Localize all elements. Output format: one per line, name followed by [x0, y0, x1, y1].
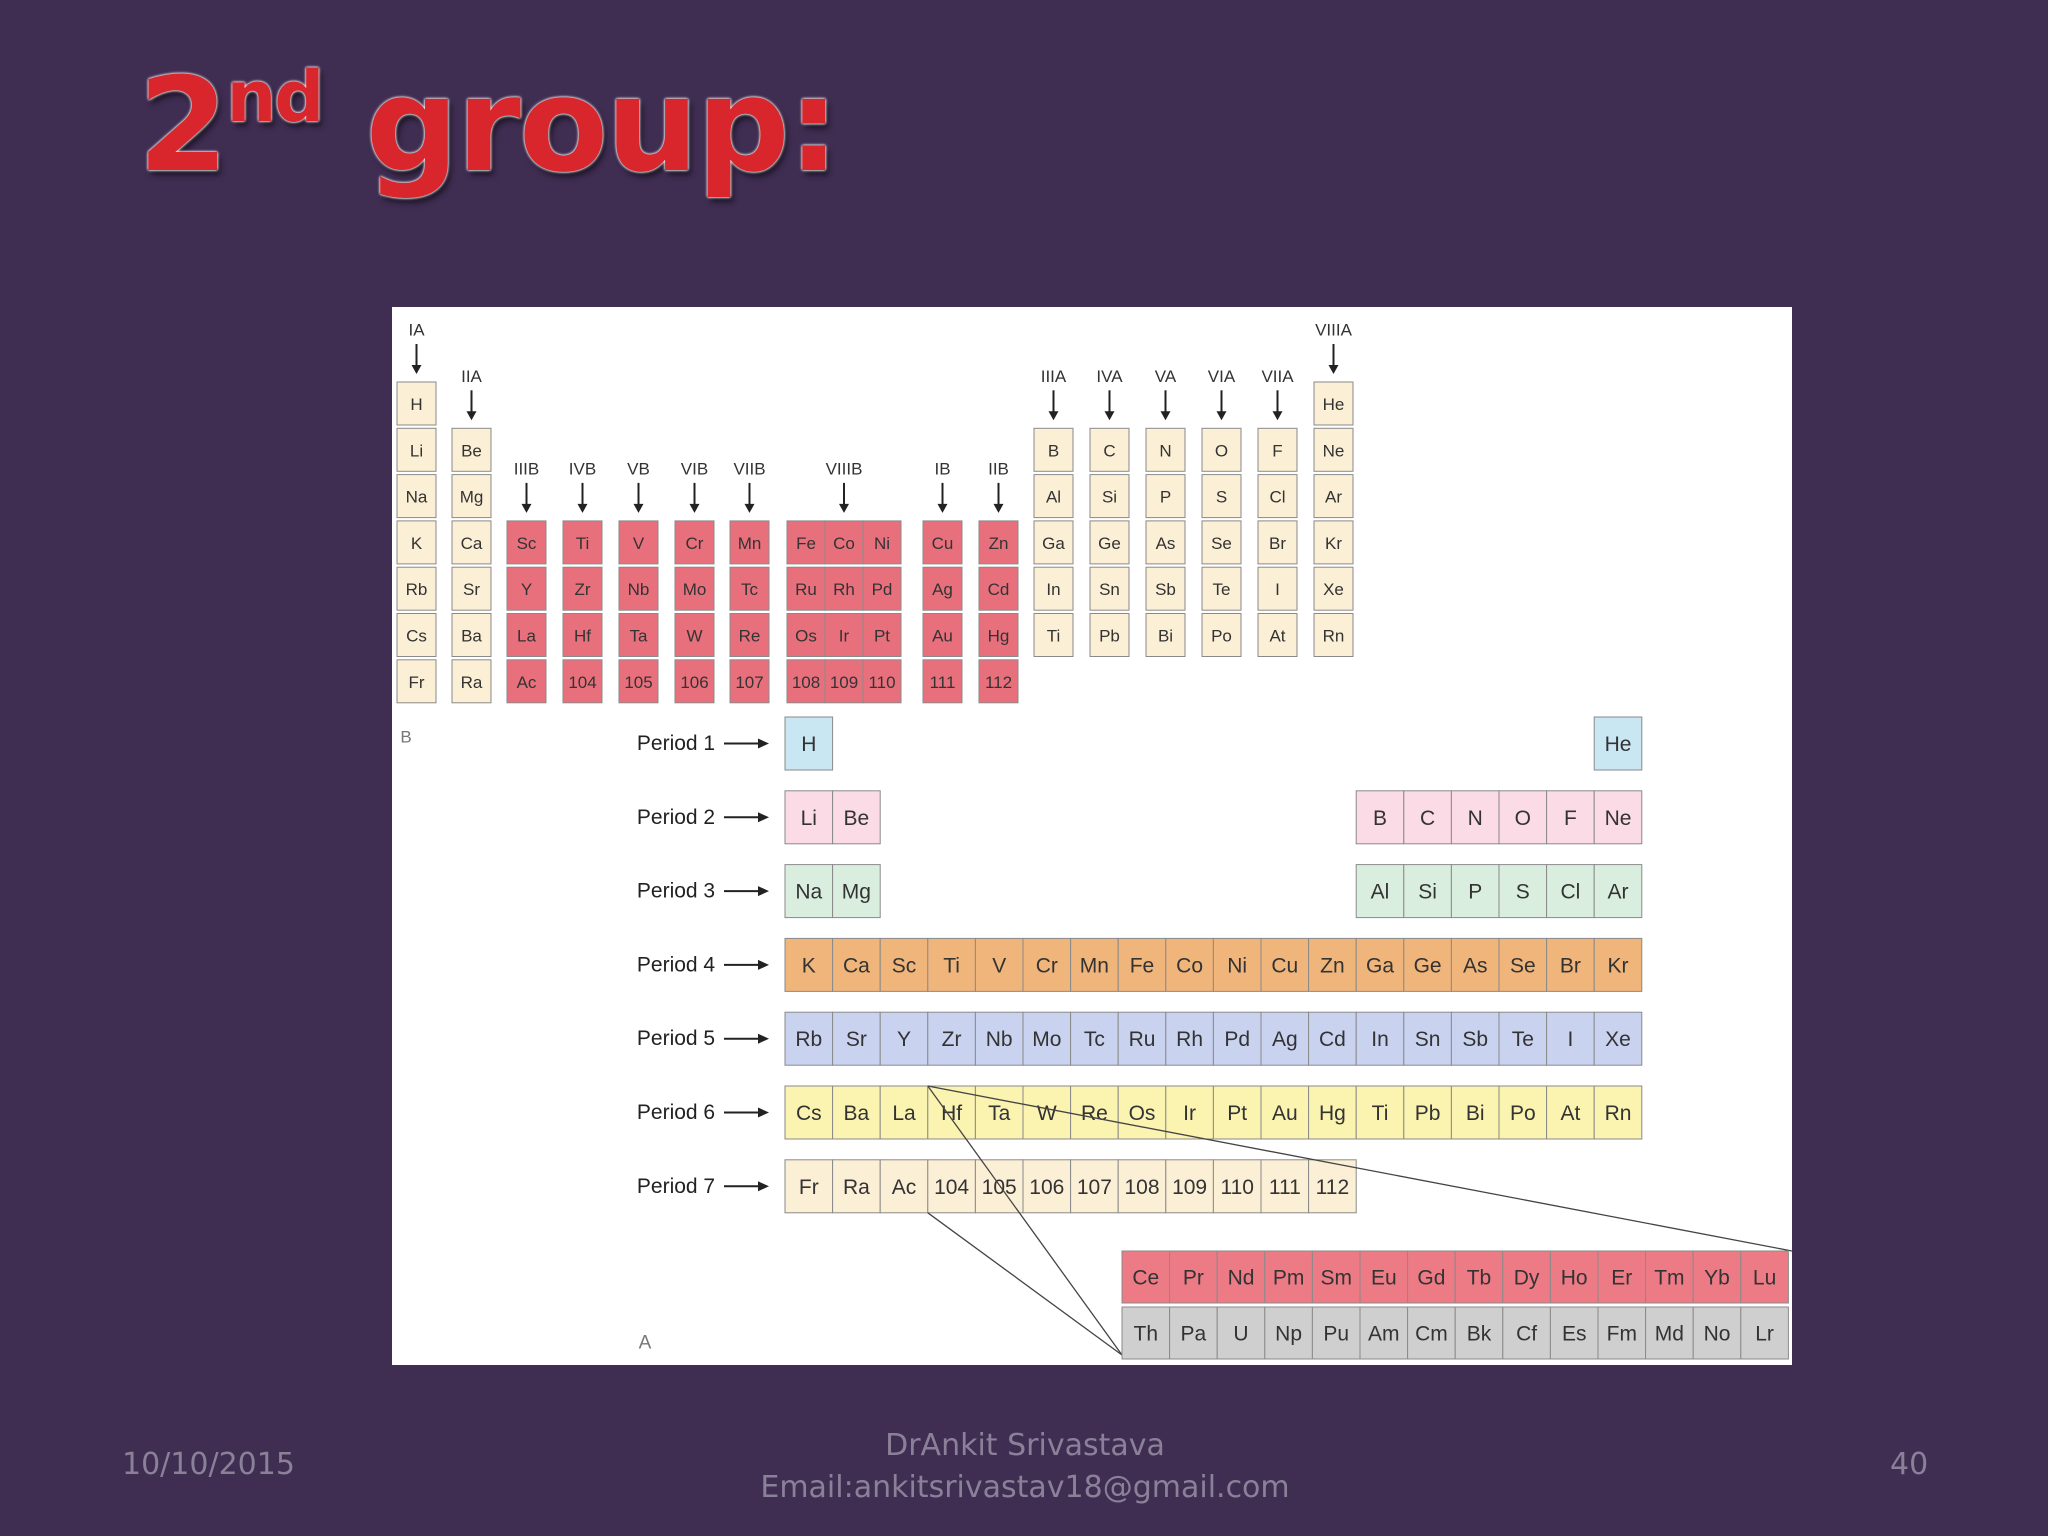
element-symbol: Nd — [1227, 1266, 1255, 1290]
element-symbol: Cd — [1318, 1028, 1346, 1052]
element-symbol: Cf — [1516, 1322, 1538, 1346]
period-label: Period 4 — [636, 953, 716, 977]
group-label: IIA — [461, 366, 482, 386]
element-symbol: Ti — [1046, 626, 1061, 646]
arrow-head-icon — [994, 504, 1004, 513]
periodic-table-figure — [392, 307, 1792, 1365]
element-symbol: 112 — [1315, 1175, 1350, 1199]
element-symbol: W — [1036, 1102, 1057, 1125]
element-symbol: Hg — [1318, 1102, 1346, 1125]
element-symbol: Ru — [795, 580, 817, 600]
element-symbol: H — [410, 395, 423, 414]
element-symbol: Ra — [460, 672, 483, 692]
element-symbol: B — [1372, 806, 1388, 830]
element-symbol: 104 — [568, 672, 597, 692]
element-symbol: Np — [1275, 1322, 1303, 1346]
arrow-head-icon — [758, 1034, 769, 1044]
element-symbol: Nb — [985, 1028, 1013, 1052]
element-symbol: Se — [1509, 954, 1536, 978]
element-symbol: K — [410, 533, 423, 553]
element-symbol: Ag — [1271, 1028, 1298, 1052]
element-symbol: Sb — [1155, 580, 1176, 600]
element-symbol: Ti — [575, 533, 590, 553]
element-symbol: Nb — [627, 580, 650, 600]
element-symbol: Ta — [988, 1102, 1011, 1125]
group-label: IVB — [568, 459, 597, 479]
element-symbol: Ti — [1371, 1102, 1389, 1125]
element-symbol: Ni — [1227, 954, 1248, 978]
element-symbol: Rh — [1176, 1028, 1204, 1052]
element-symbol: Pb — [1414, 1102, 1441, 1125]
footer-email: Email:ankitsrivastav18@gmail.com — [760, 1470, 1290, 1505]
element-symbol: 110 — [868, 672, 896, 692]
element-symbol: Ra — [842, 1175, 870, 1199]
element-symbol: Hf — [941, 1102, 963, 1125]
element-symbol: Kr — [1325, 533, 1342, 553]
group-label: IB — [934, 459, 951, 479]
element-symbol: Tb — [1466, 1266, 1492, 1290]
element-symbol: Ar — [1325, 487, 1342, 507]
group-label: IA — [408, 320, 425, 340]
element-symbol: Ir — [1183, 1102, 1197, 1125]
element-symbol: Ca — [460, 533, 483, 553]
element-symbol: Rb — [795, 1028, 823, 1052]
element-symbol: Ba — [461, 626, 482, 646]
element-symbol: Li — [800, 806, 817, 830]
element-symbol: Bk — [1466, 1322, 1492, 1346]
element-symbol: Tm — [1654, 1266, 1685, 1290]
element-symbol: Zr — [941, 1028, 962, 1052]
element-symbol: La — [892, 1102, 916, 1125]
period-label: Period 3 — [636, 879, 716, 903]
element-symbol: Cd — [987, 580, 1010, 600]
element-symbol: Os — [795, 626, 817, 646]
element-symbol: Cl — [1560, 880, 1581, 904]
element-symbol: As — [1462, 954, 1488, 978]
arrow-head-icon — [522, 504, 532, 513]
element-symbol: Po — [1509, 1102, 1536, 1125]
element-symbol: Md — [1654, 1322, 1684, 1346]
element-symbol: Yb — [1704, 1266, 1730, 1290]
element-symbol: Pr — [1182, 1266, 1204, 1290]
element-symbol: N — [1467, 806, 1483, 830]
element-symbol: B — [1047, 441, 1060, 461]
group-label: IIB — [988, 459, 1009, 479]
element-symbol: Pd — [871, 580, 893, 600]
element-symbol: Hg — [987, 626, 1010, 646]
element-symbol: Dy — [1513, 1266, 1540, 1290]
element-symbol: Mo — [682, 580, 707, 600]
element-symbol: Li — [409, 441, 424, 461]
element-symbol: Ac — [891, 1175, 917, 1199]
arrow-head-icon — [758, 1181, 769, 1191]
element-symbol: Be — [843, 806, 870, 830]
element-symbol: Sr — [463, 580, 480, 600]
element-symbol: Ni — [873, 533, 891, 553]
element-symbol: Sb — [1462, 1028, 1489, 1052]
element-symbol: Bi — [1157, 626, 1174, 646]
element-symbol: 108 — [791, 672, 821, 692]
element-symbol: Fe — [1129, 954, 1155, 978]
element-symbol: C — [1103, 441, 1116, 461]
element-symbol: At — [1269, 626, 1286, 646]
element-symbol: 107 — [735, 672, 764, 692]
element-symbol: Pd — [1224, 1028, 1251, 1052]
element-symbol: Pm — [1272, 1266, 1305, 1290]
element-symbol: Sn — [1099, 580, 1120, 600]
element-symbol: Cm — [1415, 1322, 1448, 1346]
element-symbol: Ar — [1607, 880, 1629, 904]
element-symbol: Po — [1211, 626, 1232, 646]
element-symbol: Cs — [795, 1102, 822, 1125]
element-symbol: Pb — [1099, 626, 1120, 646]
arrow-head-icon — [1161, 411, 1171, 420]
element-symbol: Ca — [842, 954, 870, 978]
element-symbol: Bi — [1465, 1102, 1485, 1125]
arrow-head-icon — [938, 504, 948, 513]
expansion-line — [928, 1213, 1122, 1355]
element-symbol: Ir — [838, 626, 850, 646]
element-symbol: Se — [1211, 533, 1232, 553]
element-symbol: Fr — [798, 1175, 819, 1199]
element-symbol: 111 — [929, 672, 956, 692]
title-number: 2 — [138, 49, 227, 201]
element-symbol: 110 — [1220, 1175, 1254, 1199]
arrow-head-icon — [839, 504, 849, 513]
arrow-head-icon — [1329, 365, 1339, 374]
element-symbol: Si — [1418, 880, 1437, 904]
element-symbol: Lr — [1755, 1322, 1774, 1346]
periodic-table-diagram — [392, 307, 1792, 1365]
period-label: Period 5 — [636, 1027, 716, 1051]
element-symbol: Br — [1269, 533, 1286, 553]
arrow-head-icon — [1049, 411, 1059, 420]
title-text: group: — [322, 49, 838, 201]
element-symbol: Eu — [1370, 1266, 1397, 1290]
element-symbol: Re — [738, 626, 761, 646]
element-symbol: Te — [1511, 1028, 1534, 1052]
arrow-head-icon — [1273, 411, 1283, 420]
element-symbol: K — [801, 954, 816, 978]
element-symbol: Al — [1045, 487, 1062, 507]
element-symbol: Am — [1368, 1322, 1400, 1346]
element-symbol: Ga — [1365, 954, 1395, 978]
element-symbol: Ac — [516, 672, 537, 692]
element-symbol: 109 — [1172, 1175, 1208, 1199]
element-symbol: Au — [1271, 1102, 1298, 1125]
element-symbol: 112 — [984, 672, 1013, 692]
element-symbol: Ba — [843, 1102, 870, 1125]
element-symbol: Xe — [1605, 1028, 1631, 1052]
element-symbol: Si — [1101, 487, 1118, 507]
element-symbol: Tc — [1083, 1028, 1105, 1052]
element-symbol: Fe — [796, 533, 816, 553]
element-symbol: P — [1159, 487, 1172, 507]
footer-date: 10/10/2015 — [122, 1447, 295, 1482]
element-symbol: V — [632, 533, 645, 553]
element-symbol: Ga — [1042, 533, 1065, 553]
element-symbol: Pu — [1323, 1322, 1350, 1346]
element-symbol: I — [1275, 580, 1280, 600]
element-symbol: Mn — [1079, 954, 1109, 978]
element-symbol: Cu — [931, 533, 954, 553]
element-symbol: Cr — [1035, 954, 1058, 978]
arrow-head-icon — [758, 1108, 769, 1118]
period-label: Period 6 — [636, 1101, 716, 1124]
period-label: Period 1 — [636, 732, 716, 755]
element-symbol: Rb — [405, 580, 428, 600]
element-symbol: 106 — [1029, 1175, 1065, 1199]
element-symbol: Na — [405, 487, 428, 507]
element-symbol: Sr — [845, 1028, 867, 1052]
group-label: IIIA — [1040, 366, 1067, 386]
element-symbol: V — [992, 954, 1007, 978]
page-number: 40 — [1890, 1447, 1929, 1482]
element-symbol: Kr — [1607, 954, 1629, 978]
element-symbol: Y — [896, 1028, 912, 1052]
arrow-head-icon — [578, 504, 588, 513]
element-symbol: Br — [1559, 954, 1581, 978]
element-symbol: Ho — [1560, 1266, 1588, 1290]
element-symbol: 105 — [981, 1175, 1017, 1199]
element-symbol: Ag — [932, 580, 953, 600]
arrow-head-icon — [1105, 411, 1115, 420]
element-symbol: Fm — [1606, 1322, 1637, 1346]
group-label: VIIB — [733, 459, 766, 479]
arrow-head-icon — [1217, 411, 1227, 420]
period-label: Period 2 — [636, 805, 716, 829]
element-symbol: Tc — [741, 580, 758, 600]
element-symbol: Zn — [988, 533, 1009, 553]
element-symbol: Rn — [1604, 1102, 1632, 1125]
element-symbol: O — [1514, 806, 1531, 830]
arrow-head-icon — [412, 365, 422, 374]
element-symbol: 104 — [934, 1175, 970, 1199]
arrow-head-icon — [758, 812, 769, 822]
element-symbol: Al — [1370, 880, 1390, 904]
element-symbol: In — [1046, 580, 1061, 600]
period-label: Period 7 — [636, 1174, 716, 1198]
group-label: VIA — [1207, 366, 1236, 386]
element-symbol: F — [1272, 441, 1283, 461]
element-symbol: Th — [1133, 1322, 1159, 1346]
element-symbol: Co — [1176, 954, 1204, 978]
group-label: VIIIA — [1315, 320, 1352, 340]
element-symbol: I — [1567, 1028, 1574, 1052]
element-symbol: At — [1560, 1102, 1581, 1125]
element-symbol: Cr — [685, 533, 704, 553]
element-symbol: Ne — [1604, 806, 1632, 830]
element-symbol: He — [1604, 733, 1632, 756]
element-symbol: Ge — [1413, 954, 1442, 978]
element-symbol: 109 — [829, 672, 859, 692]
element-symbol: In — [1371, 1028, 1389, 1052]
element-symbol: Ne — [1322, 441, 1345, 461]
element-symbol: Sn — [1414, 1028, 1441, 1052]
element-symbol: N — [1159, 441, 1172, 461]
element-symbol: 105 — [624, 672, 653, 692]
element-symbol: Mg — [841, 880, 871, 904]
element-symbol: Mn — [737, 533, 762, 553]
element-symbol: Ce — [1132, 1266, 1160, 1290]
element-symbol: Mg — [459, 487, 484, 507]
element-symbol: Pt — [873, 626, 891, 646]
element-symbol: P — [1468, 880, 1483, 904]
element-symbol: Au — [932, 626, 953, 646]
element-symbol: O — [1214, 441, 1229, 461]
element-symbol: Pa — [1180, 1322, 1207, 1346]
element-symbol: Mo — [1032, 1028, 1062, 1052]
element-symbol: Zn — [1320, 954, 1345, 978]
element-symbol: Co — [833, 533, 855, 553]
element-symbol: 106 — [680, 672, 709, 692]
element-symbol: S — [1215, 487, 1228, 507]
footer-author: DrAnkit Srivastava — [885, 1428, 1165, 1463]
element-symbol: Rh — [833, 580, 855, 600]
element-symbol: 111 — [1268, 1175, 1301, 1199]
element-symbol: Er — [1611, 1266, 1633, 1290]
element-symbol: Pt — [1227, 1102, 1248, 1125]
group-label: VIB — [680, 459, 709, 479]
element-symbol: Sc — [891, 954, 917, 978]
arrow-head-icon — [758, 960, 769, 970]
slide-title — [138, 49, 838, 201]
element-symbol: Gd — [1417, 1266, 1446, 1290]
element-symbol: Sc — [516, 533, 537, 553]
footer-credits — [700, 1425, 1350, 1509]
group-label: VA — [1154, 366, 1177, 386]
element-symbol: As — [1155, 533, 1176, 553]
element-symbol: S — [1515, 880, 1530, 904]
element-symbol: Os — [1128, 1102, 1156, 1125]
element-symbol: Na — [795, 880, 823, 904]
element-symbol: Ti — [943, 954, 960, 978]
arrow-head-icon — [467, 411, 477, 420]
arrow-head-icon — [758, 886, 769, 896]
element-symbol: Cl — [1269, 487, 1286, 507]
element-symbol: H — [801, 733, 817, 756]
arrow-head-icon — [758, 739, 769, 749]
element-symbol: Rn — [1322, 626, 1345, 646]
group-label: IIIB — [513, 459, 540, 479]
element-symbol: 108 — [1124, 1175, 1160, 1199]
element-symbol: La — [517, 626, 536, 646]
figure-label-b: B — [400, 727, 412, 747]
element-symbol: 107 — [1076, 1175, 1112, 1199]
element-symbol: Hf — [574, 626, 591, 646]
element-symbol: Xe — [1323, 580, 1344, 600]
element-symbol: U — [1233, 1322, 1249, 1346]
element-symbol: Te — [1212, 580, 1231, 600]
element-symbol: Lu — [1752, 1266, 1777, 1290]
element-symbol: Zr — [574, 580, 591, 600]
element-symbol: He — [1322, 395, 1345, 414]
arrow-head-icon — [745, 504, 755, 513]
element-symbol: Ta — [629, 626, 648, 646]
element-symbol: Be — [461, 441, 482, 461]
element-symbol: W — [686, 626, 703, 646]
element-symbol: F — [1563, 806, 1577, 830]
title-ordinal: nd — [226, 56, 323, 138]
element-symbol: Cu — [1271, 954, 1299, 978]
element-symbol: Fr — [408, 672, 425, 692]
element-symbol: No — [1703, 1322, 1731, 1346]
arrow-head-icon — [690, 504, 700, 513]
group-label: VIIIB — [825, 459, 863, 479]
group-label: VB — [627, 459, 650, 479]
group-label: VIIA — [1261, 366, 1294, 386]
group-label: IVA — [1096, 366, 1123, 386]
element-symbol: C — [1420, 806, 1436, 830]
figure-label-a: A — [638, 1332, 652, 1354]
element-symbol: Ge — [1098, 533, 1121, 553]
element-symbol: Re — [1080, 1102, 1108, 1125]
element-symbol: Y — [520, 580, 533, 600]
arrow-head-icon — [634, 504, 644, 513]
element-symbol: Ru — [1128, 1028, 1156, 1052]
element-symbol: Es — [1561, 1322, 1587, 1346]
element-symbol: Sm — [1320, 1266, 1352, 1290]
element-symbol: Cs — [406, 626, 427, 646]
